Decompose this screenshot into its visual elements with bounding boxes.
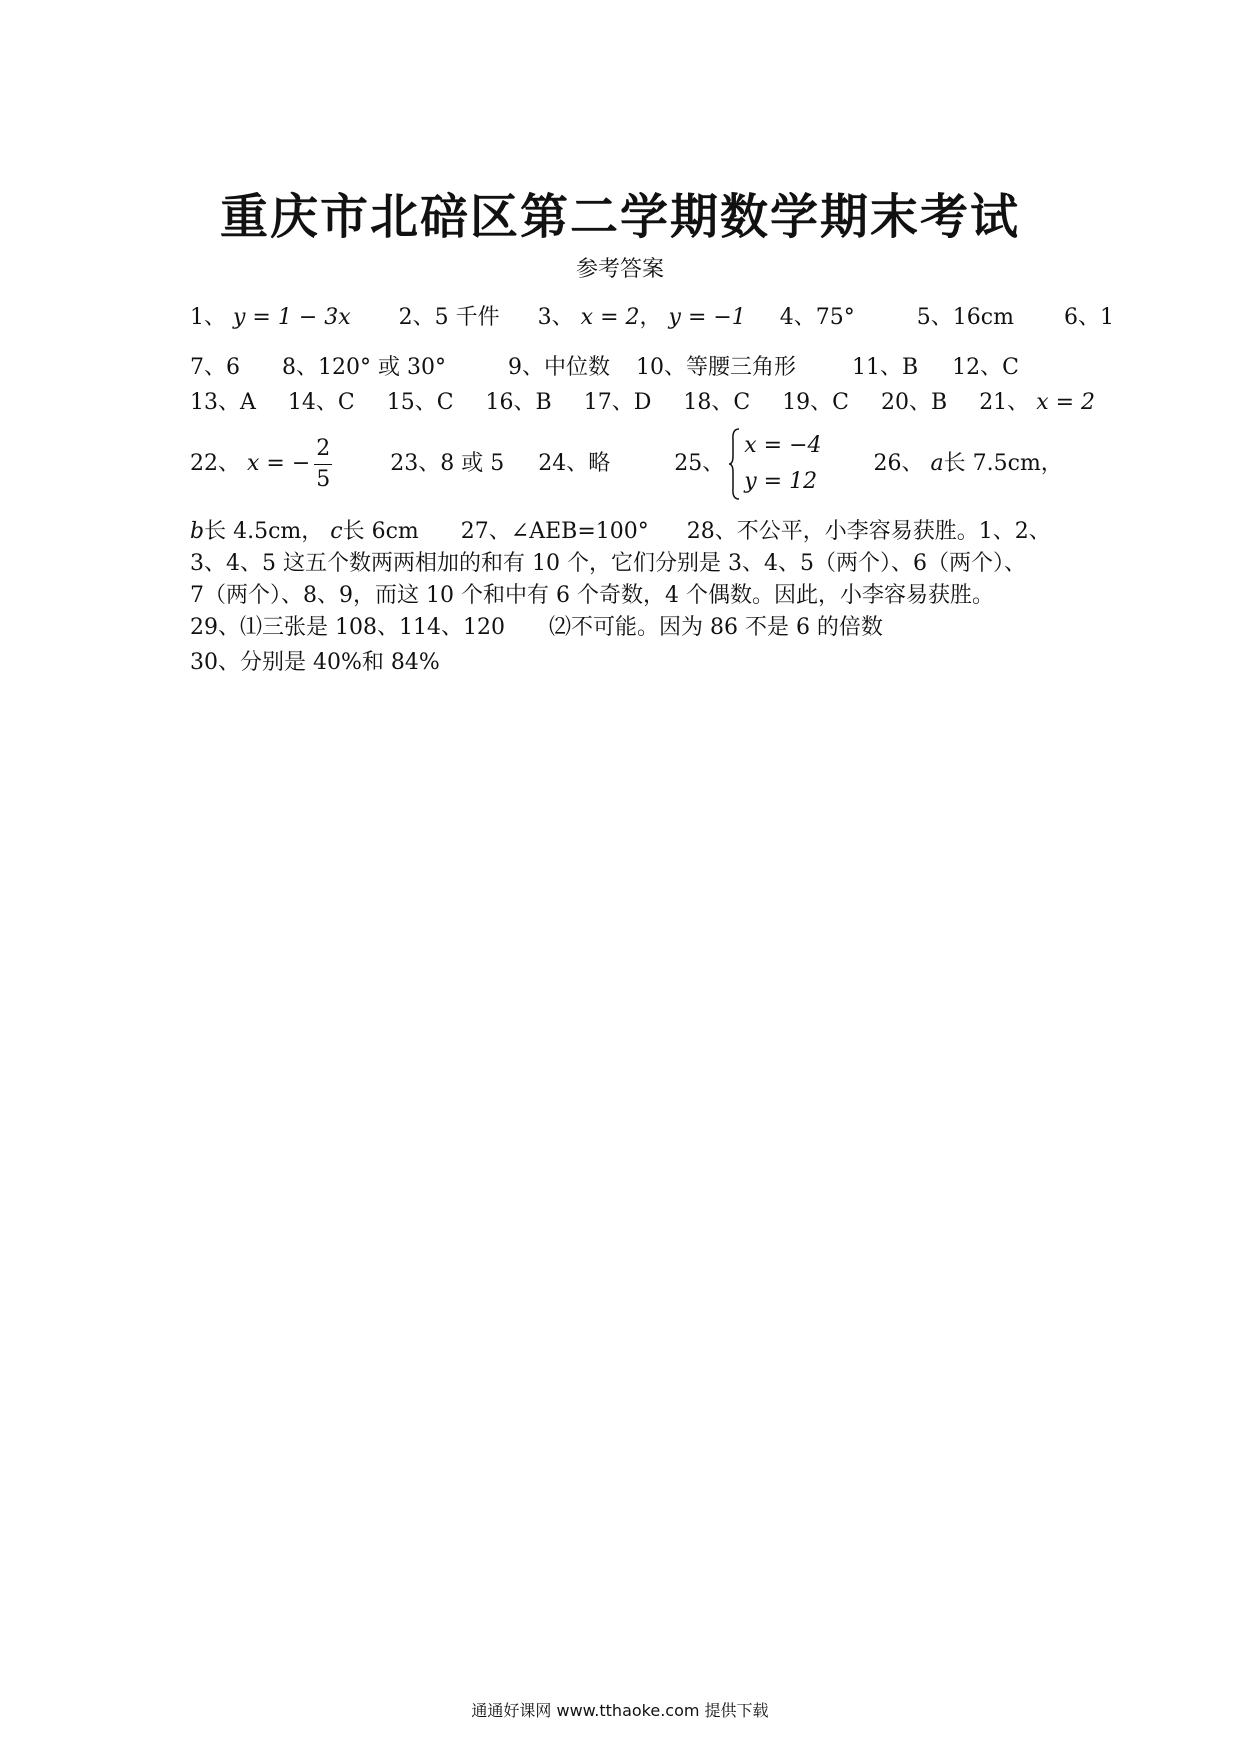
answer-27: 27、∠AEB=100° <box>460 519 649 544</box>
system-row-1: x = −4 <box>744 433 822 458</box>
answer-22-fraction <box>314 434 332 495</box>
answer-26-var-a: a <box>930 451 944 476</box>
answer-4: 4、75° <box>779 305 855 330</box>
answer-29-part-1: 29、⑴三张是 108、114、120 <box>190 615 505 640</box>
answer-1-value: y = 1 − 3x <box>233 305 351 330</box>
answer-line-3 <box>190 385 1095 416</box>
answer-10: 10、等腰三角形 <box>635 355 796 380</box>
answer-line-8 <box>190 610 883 641</box>
answer-line-5 <box>190 514 1051 545</box>
answer-20: 20、B <box>881 390 948 415</box>
answer-2: 2、5 千件 <box>398 305 500 330</box>
answer-16: 16、B <box>485 390 552 415</box>
page-subtitle: 参考答案 <box>575 257 664 282</box>
answer-22-number: 22、 <box>190 451 240 476</box>
answer-line-4 <box>190 428 1063 500</box>
answer-26-number: 26、 <box>873 451 924 476</box>
answer-9: 9、中位数 <box>507 355 610 380</box>
answer-8: 8、120° 或 30° <box>282 355 446 380</box>
page-title: 重庆市北碚区第二学期数学期末考试 <box>219 189 1020 245</box>
answer-26-var-c: c <box>330 519 343 544</box>
fraction-numerator: 2 <box>314 434 332 465</box>
answer-line-9: 30、分别是 40%和 84% <box>190 650 440 675</box>
answer-14: 14、C <box>287 390 355 415</box>
answer-3-x: x = 2 <box>580 305 640 330</box>
answer-25-system <box>728 428 821 500</box>
answer-line-2 <box>190 350 1019 381</box>
answer-29-part-2: ⑵不可能。因为 86 不是 6 的倍数 <box>548 615 883 640</box>
answer-7: 7、6 <box>190 355 240 380</box>
answer-17: 17、D <box>583 390 652 415</box>
answer-26-a-length: 长 7.5cm， <box>943 451 1063 476</box>
answer-13: 13、A <box>190 390 256 415</box>
answer-28-start: 28、不公平，小李容易获胜。1、2、 <box>686 519 1051 544</box>
answer-15: 15、C <box>386 390 454 415</box>
answer-19: 19、C <box>782 390 850 415</box>
answer-3-separator: ， <box>639 305 662 330</box>
answer-23: 23、8 或 5 <box>390 451 505 476</box>
fraction-denominator: 5 <box>316 466 331 492</box>
answer-26-c-length: 长 6cm <box>342 519 419 544</box>
left-brace-icon <box>728 428 740 500</box>
answer-26-var-b: b <box>190 519 205 544</box>
answer-line-1 <box>190 300 1114 331</box>
answer-26-b-length: 长 4.5cm， <box>204 519 324 544</box>
answer-21-value: x = 2 <box>1036 390 1096 415</box>
answer-18: 18、C <box>683 390 751 415</box>
system-row-2: y = 12 <box>744 469 818 494</box>
page-footer: 通通好课网 www.tthaoke.com 提供下载 <box>471 1701 769 1720</box>
answer-11: 11、B <box>851 355 919 380</box>
answer-3-number: 3、 <box>537 305 574 330</box>
answer-22-lhs: x = − <box>247 451 311 476</box>
answer-12: 12、C <box>952 355 1019 380</box>
answer-3-y: y = −1 <box>668 305 746 330</box>
answer-1-number: 1、 <box>190 305 226 330</box>
answer-line-7: 7（两个）、8、9，而这 10 个和中有 6 个奇数，4 个偶数。因此，小李容易获胜。 <box>190 583 994 608</box>
answer-25-number: 25、 <box>674 451 725 476</box>
answer-21-number: 21、 <box>979 390 1030 415</box>
answer-24: 24、略 <box>538 451 611 476</box>
answer-line-6: 3、4、5 这五个数两两相加的和有 10 个，它们分别是 3、4、5（两个）、6（两个）、 <box>190 551 1026 576</box>
answer-6: 6、1 <box>1063 305 1114 330</box>
answer-5: 5、16cm <box>916 305 1014 330</box>
